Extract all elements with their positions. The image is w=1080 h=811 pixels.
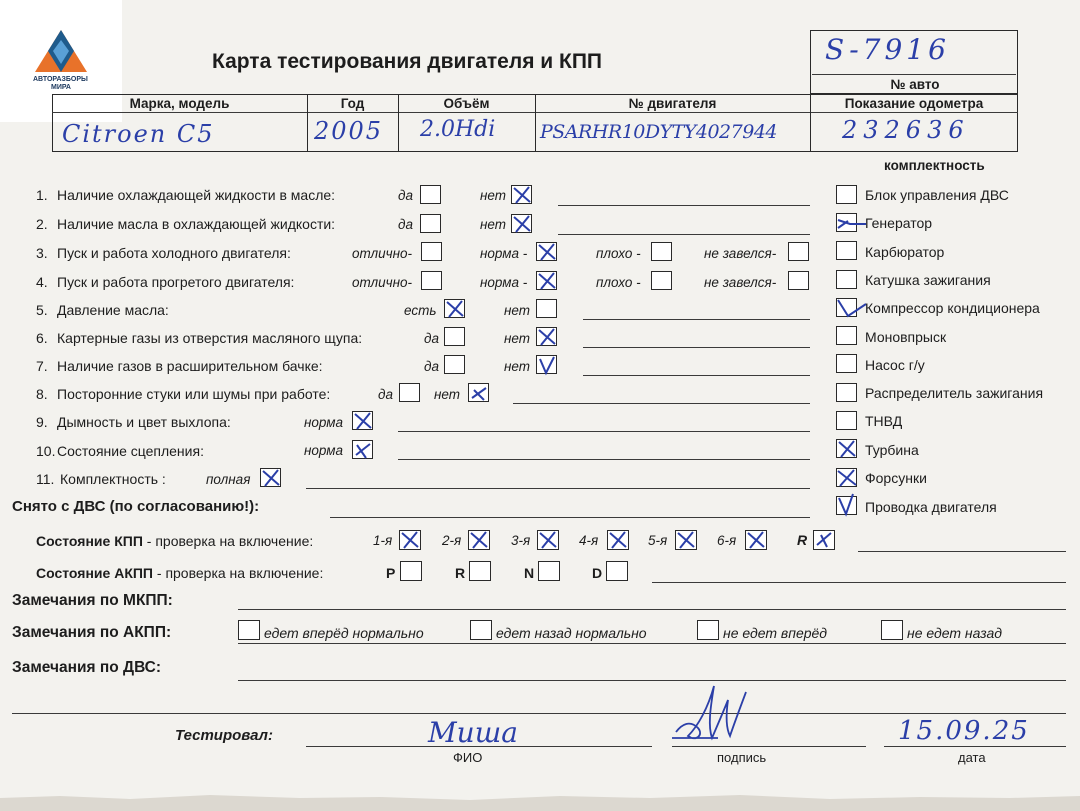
option-bad-label: плохо -: [596, 246, 641, 261]
option-yes-label: да: [424, 359, 439, 374]
kit-label: Компрессор кондиционера: [865, 300, 1040, 316]
col-odometer-header: Показание одометра: [844, 96, 984, 111]
gear-label: 4-я: [579, 533, 599, 548]
gear-label: 2-я: [442, 533, 462, 548]
gear-label: 1-я: [373, 533, 393, 548]
option-normal-label: норма -: [480, 275, 528, 290]
comment-line: [583, 347, 810, 348]
option-yes-label: да: [424, 331, 439, 346]
check-label: Пуск и работа холодного двигателя:: [57, 245, 291, 261]
checkbox-yes[interactable]: [444, 327, 465, 346]
auto-remark-label: не едет назад: [907, 625, 1002, 641]
logo-emblem: [33, 28, 89, 74]
kit-label: Моновпрыск: [865, 329, 947, 345]
make-model-value: Citroen C5: [62, 120, 215, 148]
x-mark-icon: [836, 467, 858, 489]
check-label: Наличие масла в охлаждающей жидкости:: [57, 216, 336, 232]
signature-line: [672, 746, 866, 747]
x-mark-icon: [536, 241, 558, 263]
check-num: 6.: [36, 330, 48, 346]
kit-label: Катушка зажигания: [865, 272, 991, 288]
tested-by-label: Тестировал:: [175, 727, 273, 744]
remarks-auto-line: [238, 643, 1066, 644]
check-mark-icon: [836, 212, 858, 234]
check-label: Комплектность :: [60, 471, 166, 487]
kit-label: Форсунки: [865, 470, 927, 486]
check-num: 11.: [36, 471, 55, 487]
comment-line: [398, 459, 810, 460]
kit-checkbox-carburetor[interactable]: [836, 241, 857, 260]
auto-mode-checkbox-d[interactable]: [606, 561, 628, 581]
checkbox-excellent[interactable]: [421, 271, 442, 290]
comment-line: [513, 403, 810, 404]
kit-label: Насос г/у: [865, 357, 925, 373]
x-mark-icon: [536, 326, 558, 348]
x-mark-icon: [260, 467, 282, 489]
checkbox-yes[interactable]: [420, 214, 441, 233]
auto-mode-checkbox-p[interactable]: [400, 561, 422, 581]
kit-label: Генератор: [865, 215, 933, 231]
kit-checkbox-ignition-coil[interactable]: [836, 270, 857, 289]
checkbox-nostart[interactable]: [788, 242, 809, 261]
manual-gearbox-subtitle: - проверка на включение:: [142, 533, 314, 549]
auto-mode-checkbox-n[interactable]: [538, 561, 560, 581]
logo-line1: АВТОРАЗБОРЫ: [33, 76, 88, 83]
auto-gearbox-label: [36, 565, 323, 581]
manual-gearbox-title: Состояние КПП: [36, 533, 143, 549]
auto-remark-checkbox-forward-ok[interactable]: [238, 620, 260, 640]
auto-remark-checkbox-no-forward[interactable]: [697, 620, 719, 640]
option-yes-label: да: [398, 188, 413, 203]
name-caption: ФИО: [453, 750, 483, 765]
option-no-label: нет: [504, 303, 531, 318]
comment-line: [583, 375, 810, 376]
auto-mode-label: R: [455, 565, 466, 581]
name-line: [306, 746, 652, 747]
comment-line: [558, 205, 810, 206]
x-mark-icon: [468, 382, 490, 404]
option-full-label: полная: [206, 472, 251, 487]
x-mark-icon: [537, 529, 559, 551]
auto-number-underline: [812, 74, 1016, 75]
year-value: 2005: [314, 117, 384, 145]
option-excellent-label: отлично-: [352, 246, 412, 261]
auto-remark-checkbox-reverse-ok[interactable]: [470, 620, 492, 640]
kit-checkbox-power-steering-pump[interactable]: [836, 354, 857, 373]
auto-remark-checkbox-no-reverse[interactable]: [881, 620, 903, 640]
check-label: Пуск и работа прогретого двигателя:: [57, 274, 295, 290]
kit-label: Распределитель зажигания: [865, 385, 1044, 401]
checkbox-excellent[interactable]: [421, 242, 442, 261]
kit-label: Блок управления ДВС: [865, 187, 1009, 203]
x-mark-icon: [352, 410, 374, 432]
option-no-label: нет: [480, 188, 507, 203]
x-mark-icon: [607, 529, 629, 551]
gear-label: 3-я: [511, 533, 531, 548]
remarks-engine-label: Замечания по ДВС:: [12, 659, 162, 676]
auto-gearbox-title: Состояние АКПП: [36, 565, 153, 581]
auto-mode-label: P: [386, 565, 396, 581]
check-num: 10.: [36, 443, 56, 459]
option-nostart-label: не завелся-: [704, 275, 777, 290]
x-mark-icon: [511, 184, 533, 206]
option-excellent-label: отлично-: [352, 275, 412, 290]
x-mark-icon: [536, 270, 558, 292]
removed-label: Снято с ДВС (по согласованию!):: [12, 498, 260, 515]
check-num: 9.: [36, 414, 48, 430]
remarks-manual-line: [238, 609, 1066, 610]
manual-gearbox-line: [858, 551, 1066, 552]
x-mark-icon: [468, 529, 490, 551]
checkbox-no[interactable]: [536, 299, 557, 318]
option-bad-label: плохо -: [596, 275, 641, 290]
removed-line: [330, 517, 810, 518]
check-label: Картерные газы из отверстия масляного щупа:: [57, 330, 363, 346]
checkbox-bad[interactable]: [651, 271, 672, 290]
kit-title: комплектность: [884, 158, 985, 173]
auto-gearbox-subtitle: - проверка на включение:: [153, 565, 324, 581]
kit-checkbox-mono-injection[interactable]: [836, 326, 857, 345]
x-mark-icon: [813, 529, 835, 551]
check-mark-icon: [836, 296, 858, 318]
date-value: 15.09.25: [898, 716, 1030, 746]
check-label: Посторонние стуки или шумы при работе:: [57, 386, 331, 402]
comment-line: [398, 431, 810, 432]
kit-label: Турбина: [865, 442, 919, 458]
auto-number-value: S-7916: [825, 33, 950, 66]
auto-mode-label: D: [592, 565, 603, 581]
date-line: [884, 746, 1066, 747]
gear-label: 6-я: [717, 533, 737, 548]
check-num: 4.: [36, 274, 48, 290]
remarks-engine-line-2: [12, 713, 1066, 714]
option-present-label: есть: [404, 303, 437, 318]
check-label: Наличие охлаждающей жидкости в масле:: [57, 187, 336, 203]
kit-checkbox-distributor[interactable]: [836, 383, 857, 402]
manual-gearbox-label: [36, 533, 313, 549]
x-mark-icon: [675, 529, 697, 551]
kit-label: Карбюратор: [865, 244, 945, 260]
x-mark-icon: [352, 439, 374, 461]
option-normal-label: норма: [304, 443, 344, 458]
x-mark-icon: [511, 213, 533, 235]
remarks-auto-label: Замечания по АКПП:: [12, 624, 172, 641]
x-mark-icon: [399, 529, 421, 551]
option-no-label: нет: [504, 359, 531, 374]
check-num: 2.: [36, 216, 48, 232]
col-year-header: Год: [340, 96, 365, 111]
checkbox-yes[interactable]: [399, 383, 420, 402]
option-nostart-label: не завелся-: [704, 246, 777, 261]
col-volume-header: Объём: [443, 96, 490, 111]
kit-checkbox-ecu[interactable]: [836, 185, 857, 204]
kit-label: Проводка двигателя: [865, 499, 997, 515]
x-mark-icon: [745, 529, 767, 551]
odometer-value: 232636: [842, 116, 970, 144]
checkbox-yes[interactable]: [444, 355, 465, 374]
kit-checkbox-injection-pump[interactable]: [836, 411, 857, 430]
auto-remark-label: едет вперёд нормально: [264, 625, 424, 641]
gear-label: 5-я: [648, 533, 668, 548]
col-engine-header: № двигателя: [628, 96, 717, 111]
x-mark-icon: [444, 298, 466, 320]
gear-label: R: [797, 532, 808, 548]
check-label: Состояние сцепления:: [57, 443, 204, 459]
auto-remark-label: едет назад нормально: [496, 625, 647, 641]
date-caption: дата: [958, 750, 986, 765]
engine-number-value: PSARHR10DYTY4027944: [540, 121, 777, 143]
comment-line: [306, 488, 810, 489]
comment-line: [583, 319, 810, 320]
auto-mode-checkbox-r[interactable]: [469, 561, 491, 581]
auto-mode-label: N: [524, 565, 535, 581]
option-yes-label: да: [378, 387, 393, 402]
check-num: 7.: [36, 358, 48, 374]
option-normal-label: норма -: [480, 246, 528, 261]
check-label: Дымность и цвет выхлопа:: [57, 414, 231, 430]
col-make-header: Марка, модель: [129, 96, 230, 111]
x-mark-icon: [836, 438, 858, 460]
kit-label: ТНВД: [865, 413, 903, 429]
auto-gearbox-line: [652, 582, 1066, 583]
option-normal-label: норма: [304, 415, 344, 430]
remarks-engine-line: [238, 680, 1066, 681]
check-num: 3.: [36, 245, 48, 261]
checkbox-bad[interactable]: [651, 242, 672, 261]
comment-line: [558, 234, 810, 235]
option-no-label: нет: [434, 387, 461, 402]
page-title: Карта тестирования двигателя и КПП: [212, 50, 603, 73]
check-label: Наличие газов в расширительном бачке:: [57, 358, 323, 374]
check-num: 5.: [36, 302, 48, 318]
signature-image: [668, 680, 754, 748]
check-label: Давление масла:: [57, 302, 169, 318]
option-yes-label: да: [398, 217, 413, 232]
logo-line2: МИРА: [51, 84, 71, 91]
tester-name-value: Миша: [428, 716, 518, 749]
torn-edge-decoration: [0, 792, 1080, 811]
option-no-label: нет: [480, 217, 507, 232]
checkbox-nostart[interactable]: [788, 271, 809, 290]
x-mark-icon: [536, 354, 558, 376]
check-num: 8.: [36, 386, 48, 402]
check-mark-icon: [836, 494, 858, 516]
auto-number-caption: № авто: [890, 77, 940, 92]
option-no-label: нет: [504, 331, 531, 346]
volume-value: 2.0Hdi: [420, 117, 496, 142]
checkbox-yes[interactable]: [420, 185, 441, 204]
check-num: 1.: [36, 187, 48, 203]
signature-caption: подпись: [717, 750, 767, 765]
remarks-manual-label: Замечания по МКПП:: [12, 592, 173, 609]
auto-remark-label: не едет вперёд: [723, 625, 828, 641]
